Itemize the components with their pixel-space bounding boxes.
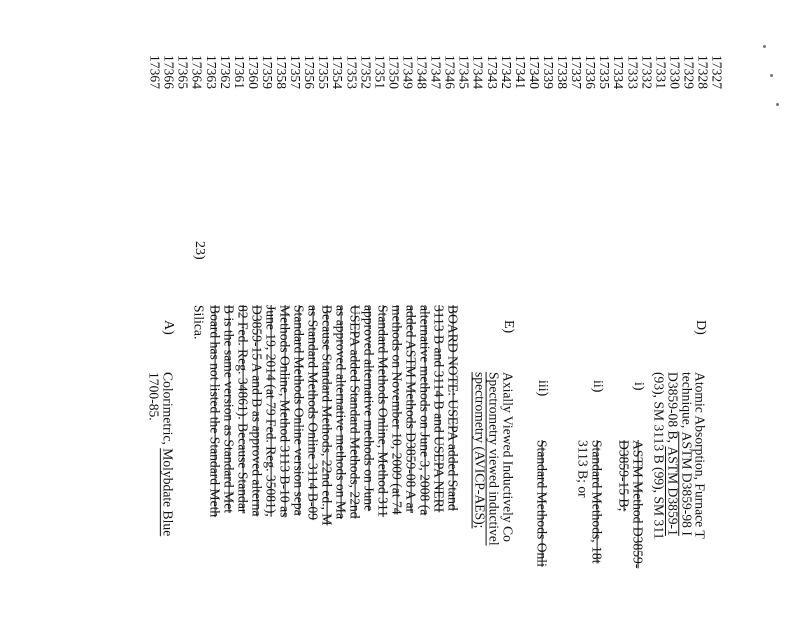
line-number: 17346 bbox=[442, 55, 458, 89]
line-number: 17327 bbox=[709, 55, 725, 89]
line-number: 17335 bbox=[597, 55, 613, 89]
line-number: 17339 bbox=[540, 55, 556, 89]
board-note-line-5: methods on November 10, 2009 (at 74 bbox=[389, 305, 405, 515]
item-ii-line-1: Standard Methods, 18t bbox=[589, 440, 605, 564]
line-number: 17332 bbox=[639, 55, 655, 89]
item-a-line-1 bbox=[161, 372, 175, 536]
item-d-line-3-b: ASTM D3859-1 bbox=[665, 446, 681, 536]
item-d-line-3-a: D3859-08 B, bbox=[665, 372, 681, 447]
line-number: 17358 bbox=[274, 55, 290, 89]
item-i-line-2: D3859-15 B; bbox=[616, 440, 632, 512]
board-note-line-2: 3113 B and 3114 B and USEPA NERI bbox=[431, 305, 447, 513]
item-d-line-4: (93), SM 3113 B (99), SM 311 bbox=[651, 372, 667, 540]
line-number: 17357 bbox=[288, 55, 304, 89]
line-number: 17338 bbox=[555, 55, 571, 89]
item-a-line-2: 1700-85. bbox=[146, 372, 162, 421]
line-number: 17353 bbox=[344, 55, 360, 89]
board-note-line-10: Because Standard Methods, 22nd ed., M bbox=[319, 305, 335, 526]
line-number: 17344 bbox=[470, 55, 486, 89]
item-marker-iii: iii) bbox=[535, 380, 550, 397]
item-23-heading: Silica. bbox=[191, 305, 207, 340]
line-number: 17351 bbox=[372, 55, 388, 89]
scan-speck bbox=[763, 45, 766, 48]
board-note-line-13: Methods Online, Method 3113 B-10 as bbox=[277, 305, 293, 518]
line-number: 17340 bbox=[526, 55, 542, 89]
item-marker-d: D) bbox=[693, 320, 708, 335]
item-i-line-1: ASTM Method D3859- bbox=[630, 440, 646, 569]
item-e-line-2: Spectrometry viewed inductivel bbox=[486, 372, 502, 546]
line-number: 17337 bbox=[569, 55, 585, 89]
line-number: 17345 bbox=[456, 55, 472, 89]
line-number: 17329 bbox=[681, 55, 697, 89]
line-number: 17349 bbox=[400, 55, 416, 89]
board-note-line-14: June 19, 2014 (at 79 Fed. Reg. 35081), bbox=[263, 305, 279, 517]
line-number: 17333 bbox=[625, 55, 641, 89]
scan-speck bbox=[776, 103, 779, 106]
board-note-line-16: 82 Fed. Reg. 34861). Because Standar bbox=[235, 305, 251, 514]
line-number: 17328 bbox=[695, 55, 711, 89]
board-note-line-12: Standard Methods Online version sepa bbox=[291, 305, 307, 516]
board-note-line-8: USEPA added Standard Methods, 22nd bbox=[347, 305, 363, 519]
board-note-line-3: alternative methods on June 3, 2008 (a bbox=[417, 305, 433, 516]
line-number: 17350 bbox=[386, 55, 402, 89]
board-note-line-7: approved alternative methods on June bbox=[361, 305, 377, 512]
line-number: 17354 bbox=[330, 55, 346, 89]
item-marker-ii: ii) bbox=[590, 380, 605, 393]
item-d-line-2 bbox=[680, 372, 694, 536]
line-number: 17360 bbox=[245, 55, 261, 89]
item-e-line-3: spectrometry (AVICP-AES); bbox=[472, 372, 488, 529]
item-marker-e: E) bbox=[501, 320, 516, 334]
item-marker-i: i) bbox=[631, 382, 646, 391]
line-number: 17364 bbox=[189, 55, 205, 89]
board-note-line-6: Standard Methods Online, Method 311 bbox=[375, 305, 391, 518]
board-note-line-11: as Standard Methods Online 3114 B-09 bbox=[305, 305, 321, 521]
item-e-line-1: Axially Viewed Inductively Co bbox=[500, 372, 516, 542]
item-a-line-1-a: Colorimetric, bbox=[160, 372, 176, 449]
line-number: 17347 bbox=[428, 55, 444, 89]
item-a-line-1-b: Molybdate Blue bbox=[160, 448, 176, 537]
line-number: 17352 bbox=[358, 55, 374, 89]
item-ii-line-2: 3113 B; or bbox=[575, 440, 591, 498]
line-number: 17367 bbox=[147, 55, 163, 89]
board-note-line-4: added ASTM Methods D3859-08 A ar bbox=[403, 305, 419, 514]
board-note-line-18: Board has not listed the Standard Meth bbox=[207, 305, 223, 518]
item-d-line-2-b: ASTM D3859-98 I bbox=[679, 431, 695, 536]
item-iii-line-1: Standard Methods Onli bbox=[534, 440, 550, 567]
line-number: 17359 bbox=[259, 55, 275, 89]
line-number: 17348 bbox=[414, 55, 430, 89]
line-number: 17342 bbox=[498, 55, 514, 89]
item-d-line-2-a: technique, bbox=[679, 372, 695, 432]
item-d-line-1: Atomic Absorption, Furnace T bbox=[692, 372, 708, 539]
line-number: 17356 bbox=[302, 55, 318, 89]
line-number: 17341 bbox=[512, 55, 528, 89]
line-number: 17366 bbox=[161, 55, 177, 89]
line-number: 17361 bbox=[231, 55, 247, 89]
line-number: 17355 bbox=[316, 55, 332, 89]
line-number: 17362 bbox=[217, 55, 233, 89]
board-note-line-15: D3859-15 A and B as approved alterna bbox=[249, 305, 265, 517]
item-marker-a: A) bbox=[161, 320, 176, 335]
line-number: 17363 bbox=[203, 55, 219, 89]
board-note-line-1: BOARD NOTE: USEPA added Stand bbox=[445, 305, 461, 511]
board-note-line-9: as approved alternative methods on Ma bbox=[333, 305, 349, 520]
line-number: 17365 bbox=[175, 55, 191, 89]
line-number: 17336 bbox=[583, 55, 599, 89]
item-marker-23: 23) bbox=[192, 241, 207, 260]
line-number: 17330 bbox=[667, 55, 683, 89]
board-note-line-17: B is the same version as Standard Met bbox=[221, 305, 237, 514]
line-number: 17334 bbox=[611, 55, 627, 89]
line-number: 17331 bbox=[653, 55, 669, 89]
item-d-line-3 bbox=[666, 372, 680, 536]
line-number: 17343 bbox=[484, 55, 500, 89]
scan-speck bbox=[770, 74, 773, 77]
